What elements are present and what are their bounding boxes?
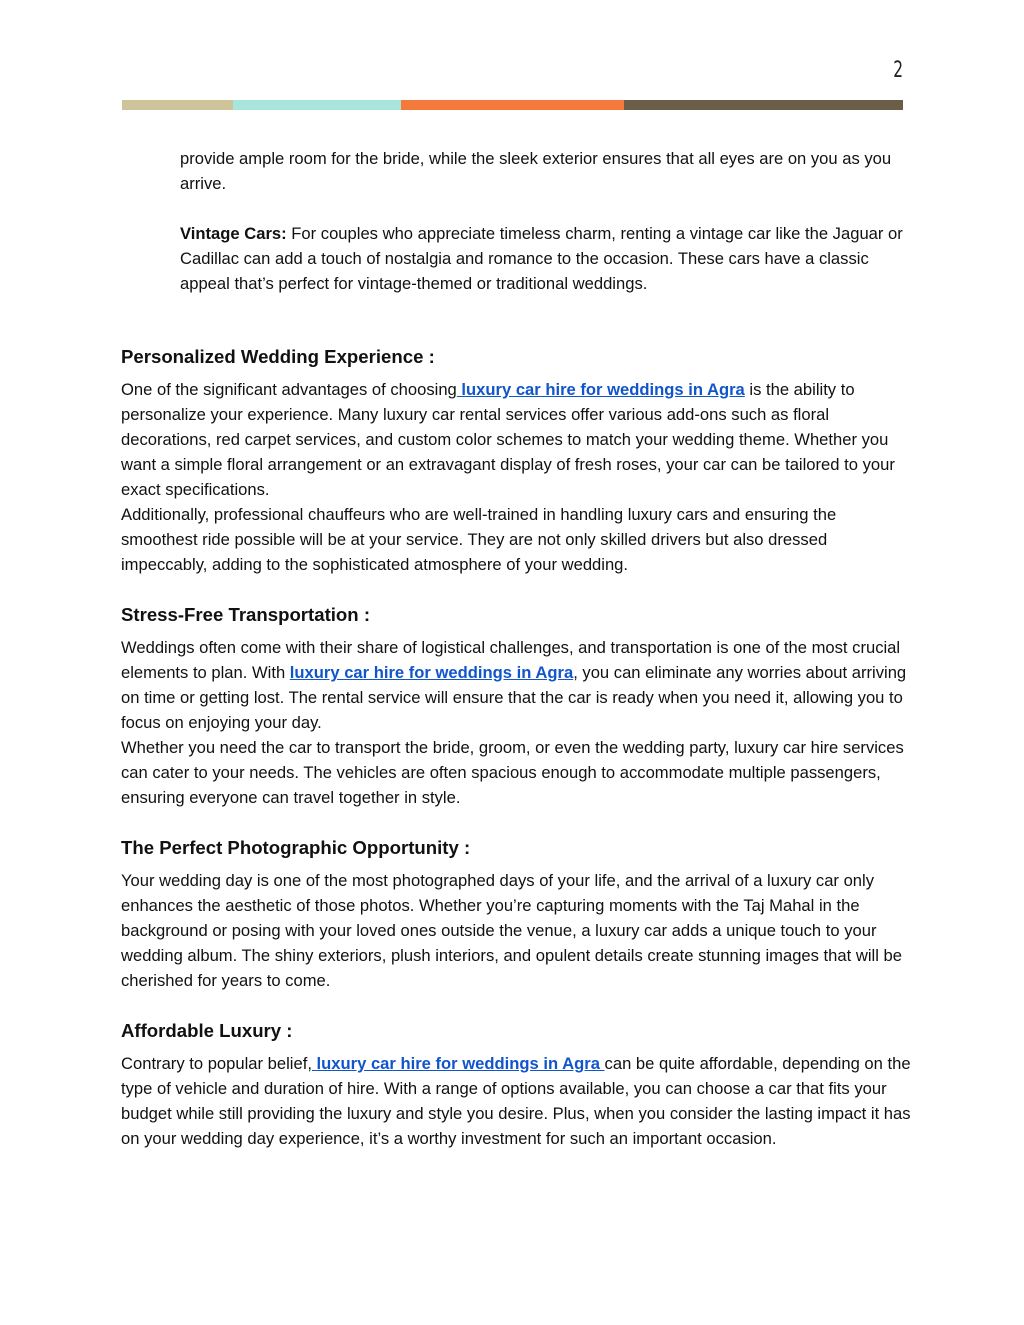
section-heading: Affordable Luxury :: [121, 1020, 293, 1041]
paragraph-text: is the ability to personalize your experience. Many luxury car rental services offer various add-ons such as floral decorations, red carpet services, and custom color schemes to match your wedding theme. Whether you want a simple floral arrangement or an extravagant display of fresh roses, your car can be tailored to your exact specifications.: [121, 380, 895, 499]
section-affordable-luxury: [121, 1018, 911, 1151]
header-color-bar: [122, 100, 903, 110]
section-paragraph: Whether you need the car to transport the bride, groom, or even the wedding party, luxury car hire services can cater to your needs. The vehicles are often spacious enough to accommodate multiple passengers, ensuring everyone can travel together in style.: [121, 738, 904, 807]
section-heading: Stress-Free Transportation :: [121, 604, 371, 625]
intro-block: [121, 146, 911, 296]
vintage-cars-text: For couples who appreciate timeless charm, renting a vintage car like the Jaguar or Cadillac can add a touch of nostalgia and romance to the occasion. These cars have a classic appeal that’s perfect for vintage-themed or traditional weddings.: [180, 224, 903, 293]
color-bar-segment-orange: [401, 100, 624, 110]
section-heading: Personalized Wedding Experience :: [121, 346, 435, 367]
luxury-car-hire-link[interactable]: luxury car hire for weddings in Agra: [311, 1054, 605, 1073]
color-bar-segment-tan: [122, 100, 233, 110]
paragraph-text: Weddings often come with their share of logistical challenges, and transportation is one of the most crucial elements to plan. With: [121, 638, 901, 682]
paragraph-text: One of the significant advantages of choosing: [121, 380, 457, 399]
section-paragraph: [121, 377, 911, 502]
section-paragraph: Your wedding day is one of the most photographed days of your life, and the arrival of a luxury car only enhances the aesthetic of those photos. Whether you’re capturing moments with the Taj Mahal in the background or posing with your loved ones outside the venue, a luxury car adds a unique touch to your wedding album. The shiny exteriors, plush interiors, and opulent details create stunning images that will be cherished for years to come.: [121, 871, 902, 990]
paragraph-text: can be quite affordable, depending on the type of vehicle and duration of hire. With a range of options available, you can choose a car that fits your budget while still providing the luxury and style you desire. Plus, when you consider the lasting impact it has on your wedding day experience, it’s a worthy investment for such an important occasion.: [121, 1054, 911, 1148]
paragraph-text: , you can eliminate any worries about arriving on time or getting lost. The rental service will ensure that the car is ready when you need it, allowing you to focus on enjoying your day.: [121, 663, 907, 732]
page-number: 2: [893, 58, 903, 83]
section-photographic-opportunity: [121, 835, 911, 993]
vintage-cars-paragraph: [180, 221, 911, 296]
section-paragraph: [121, 1051, 911, 1151]
vintage-cars-lead: Vintage Cars:: [180, 224, 287, 243]
continuation-paragraph: provide ample room for the bride, while the sleek exterior ensures that all eyes are on you as you arrive.: [180, 149, 892, 193]
color-bar-segment-aqua: [233, 100, 401, 110]
section-personalized-experience: [121, 344, 911, 577]
section-stress-free-transportation: [121, 602, 911, 810]
color-bar-segment-brown: [624, 100, 903, 110]
section-paragraph: Additionally, professional chauffeurs who are well-trained in handling luxury cars and ensuring the smoothest ride possible will be at your service. They are not only skilled drivers but also dressed impeccably, adding to the sophisticated atmosphere of your wedding.: [121, 505, 837, 574]
section-paragraph: [121, 635, 911, 735]
luxury-car-hire-link[interactable]: luxury car hire for weddings in Agra: [456, 380, 745, 399]
paragraph-text: Contrary to popular belief,: [121, 1054, 312, 1073]
luxury-car-hire-link[interactable]: luxury car hire for weddings in Agra: [289, 663, 574, 682]
section-heading: The Perfect Photographic Opportunity :: [121, 837, 471, 858]
document-body: [121, 146, 911, 1151]
